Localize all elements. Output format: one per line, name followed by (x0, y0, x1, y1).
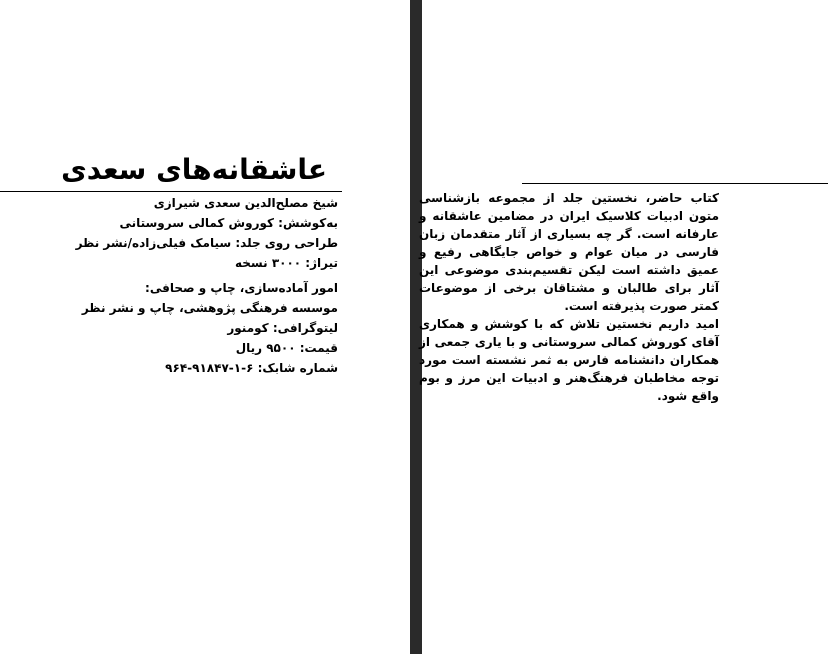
colophon-isbn: شماره شابک: ۶-۱-۹۱۸۴۷-۹۶۴ (165, 361, 338, 375)
title-divider (0, 191, 342, 192)
colophon-list (76, 193, 338, 378)
right-page (419, 0, 830, 654)
preface-text (419, 189, 719, 405)
colophon-editor: به‌کوشش: کوروش کمالی سروستانی (119, 216, 338, 230)
colophon-author: شیخ مصلح‌الدین سعدی شیرازی (153, 196, 338, 210)
preface-divider (522, 183, 828, 184)
preface-paragraph: کتاب حاضر، نخستین جلد از مجموعه بازشناسی متون ادبیات کلاسیک ایران در مضامین عاشقانه و عارفانه است. گر چه بسیاری از آثار متقدمان زبان فارسی در میان عوام و خواص جایگاهی رفیع و عمیق داشته است لیکن تقسیم‌بندی موضوعی این آثار برای طالبان و مشتاقان برخی از موضوعات کمتر صورت پذیرفته است. (419, 191, 719, 313)
colophon-price: قیمت: ۹۵۰۰ ریال (235, 341, 338, 355)
colophon-production-label: امور آماده‌سازی، چاپ و صحافی: (145, 281, 338, 295)
colophon-lithography: لیتوگرافی: کومنور (227, 321, 338, 335)
colophon-production-house: موسسه فرهنگی پژوهشی، چاپ و نشر نظر (81, 301, 338, 315)
preface-paragraph: امید داریم نخستین تلاش که با کوشش و همکاری آقای کوروش کمالی سروستانی و با یاری جمعی از همکاران دانشنامه فارس به ثمر نشسته است مورد توجه مخاطبان فرهنگ‌هنر و ادبیات این مرز و بوم واقع شود. (419, 317, 719, 403)
book-title: عاشقانه‌های سعدی (61, 153, 327, 186)
colophon-print-run: تیراژ: ۳۰۰۰ نسخه (235, 256, 338, 270)
left-page (0, 0, 410, 654)
colophon-cover-design: طراحی روی جلد: سیامک فیلی‌زاده/نشر نظر (75, 236, 338, 250)
